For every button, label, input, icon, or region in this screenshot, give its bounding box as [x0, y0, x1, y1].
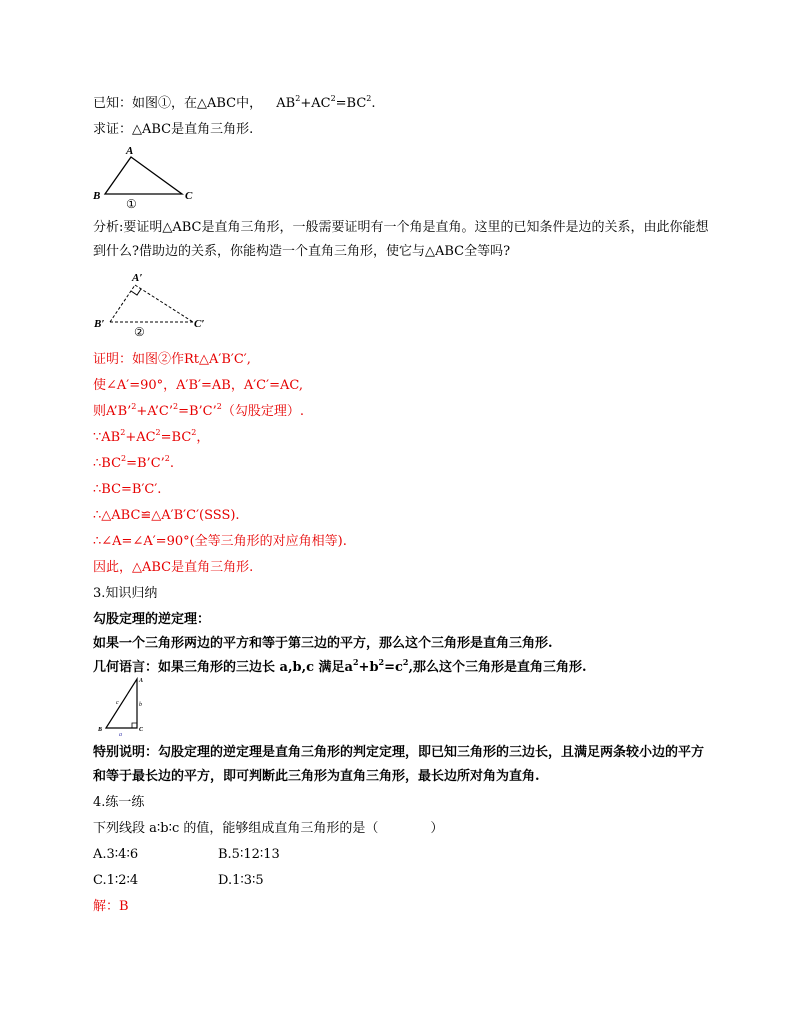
text: +b	[358, 660, 379, 675]
side-a-label: a	[119, 732, 122, 738]
sup: 2	[378, 657, 385, 667]
text: .	[169, 456, 175, 471]
given-end: .	[371, 96, 376, 111]
sup: 2	[172, 402, 179, 411]
triangle-abc	[105, 157, 182, 194]
proof-line-2: 使∠A′=90°，A′B′=AB，A′C′=AC,	[93, 378, 303, 393]
section-3-heading: 3.知识归纳	[93, 586, 158, 601]
triangle-right	[106, 679, 137, 728]
theorem-statement: 如果一个三角形两边的平方和等于第三边的平方，那么这个三角形是直角三角形.	[93, 636, 553, 651]
text: =B’C’	[178, 404, 217, 419]
answer-line: 解：B	[93, 899, 129, 914]
proof-line-6: ∴BC=B′C′.	[93, 482, 162, 497]
sup: 2	[121, 454, 127, 463]
sup: 2	[330, 94, 336, 103]
option-c: C.1∶2∶4	[93, 873, 139, 888]
proof-line-1: 证明：如图②作Rt△A′B′C′,	[93, 352, 251, 367]
vertex-c-label: C	[185, 190, 193, 202]
sup: 2	[352, 657, 359, 667]
proof-line-3	[93, 403, 304, 421]
given-line	[93, 95, 376, 113]
proof-line-8: ∴∠A=∠A′=90°(全等三角形的对应角相等).	[93, 534, 347, 549]
right-angle-mark	[132, 723, 137, 728]
text: ∵AB	[93, 430, 121, 445]
right-triangle-figure-3	[94, 676, 154, 738]
vertex-c-prime-label: C′	[194, 318, 205, 330]
triangle-figure-1	[90, 142, 210, 210]
text: 几何语言：如果三角形的三边长 a,b,c 满足a	[93, 660, 353, 675]
triangle-figure-2	[90, 268, 220, 338]
sup: 2	[164, 454, 170, 463]
vertex-b-label: B	[93, 190, 101, 202]
text: =B’C’	[126, 456, 165, 471]
text: ,那么这个三角形是直角三角形.	[408, 660, 587, 675]
text: +A’C’	[136, 404, 173, 419]
text: =c	[384, 660, 403, 675]
geometric-language	[93, 659, 587, 677]
text: （勾股定理）.	[221, 404, 304, 419]
sup: 2	[366, 94, 372, 103]
vertex-c-label: C	[139, 727, 144, 733]
side-c-label: c	[116, 700, 119, 706]
vertex-a-label: A	[126, 145, 134, 157]
vertex-a-prime-label: A′	[132, 272, 143, 284]
side-a-c-dashed	[135, 285, 193, 322]
sup: 2	[155, 428, 161, 437]
vertex-b-label: B	[98, 727, 103, 733]
sup: 2	[402, 657, 409, 667]
vertex-a-label: A	[139, 678, 144, 684]
text: 则A’B’	[93, 404, 132, 419]
prove-line: 求证：△ABC是直角三角形.	[93, 122, 254, 137]
side-b-label: b	[139, 702, 142, 708]
sup: 2	[295, 94, 301, 103]
section-4-heading: 4.练一练	[93, 795, 145, 810]
figure-caption-2: ②	[134, 325, 145, 339]
theorem-title: 勾股定理的逆定理：	[93, 612, 211, 627]
proof-line-9: 因此，△ABC是直角三角形.	[93, 560, 254, 575]
sup: 2	[120, 428, 126, 437]
special-note: 特别说明：勾股定理的逆定理是直角三角形的判定定理，即已知三角形的三边长，且满足两条较小边的平方和等于最长边的平方，即可判断此三角形为直角三角形，最长边所对角为直角.	[93, 745, 705, 784]
figure-caption-1: ①	[126, 197, 137, 211]
text: ∴BC	[93, 456, 122, 471]
option-a: A.3∶4∶6	[93, 847, 139, 862]
text: ，	[196, 430, 210, 445]
option-d: D.1∶3∶5	[218, 873, 264, 888]
text: +AC	[125, 430, 156, 445]
question-text: 下列线段 a∶b∶c 的值，能够组成直角三角形的是（ ）	[93, 821, 444, 836]
right-angle-mark	[131, 289, 141, 295]
sup: 2	[131, 402, 137, 411]
sup: 2	[191, 428, 197, 437]
proof-line-7: ∴△ABC≌△A′B′C′(SSS).	[93, 508, 240, 523]
given-bc: =BC	[335, 96, 367, 111]
given-ab: AB	[276, 96, 296, 111]
vertex-b-prime-label: B′	[94, 318, 105, 330]
option-b: B.5∶12∶13	[218, 847, 280, 862]
given-prefix: 已知：如图①，在△ABC中，	[93, 96, 263, 111]
sup: 2	[216, 402, 222, 411]
analysis-paragraph: 分析:要证明△ABC是直角三角形，一般需要证明有一个角是直角。这里的已知条件是边的关系，由此你能想到什么?借助边的关系，你能构造一个直角三角形，使它与△ABC全等吗?	[93, 220, 709, 259]
side-a-b-dashed	[110, 285, 135, 322]
given-ac: +AC	[300, 96, 331, 111]
text: =BC	[160, 430, 192, 445]
proof-line-4	[93, 429, 209, 447]
proof-line-5	[93, 455, 174, 473]
